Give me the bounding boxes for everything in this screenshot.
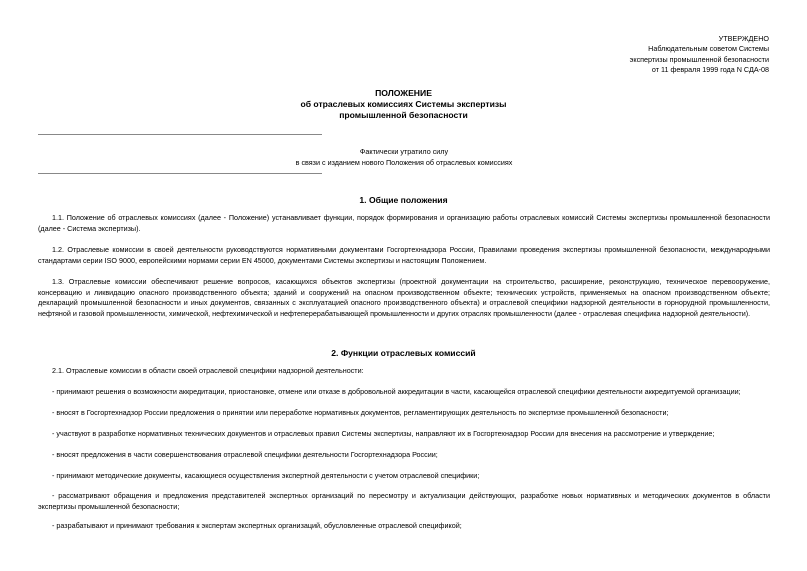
divider-bottom bbox=[38, 173, 322, 174]
approval-line-1: УТВЕРЖДЕНО bbox=[718, 34, 769, 43]
list-item: - принимают методические документы, касающиеся осуществления экспертной деятельности с учетом отраслевой специфики; bbox=[52, 471, 480, 480]
list-item: - вносят в Госгортехнадзор России предложения о принятии или переработке нормативных документов, регламентирующих деятельность по экспертизе промышленной безопасности; bbox=[52, 408, 669, 417]
paragraph-2-1: 2.1. Отраслевые комиссии в области своей отраслевой специфики надзорной деятельности: bbox=[52, 366, 364, 375]
notice-line-1: Фактически утратило силу bbox=[359, 147, 449, 156]
list-item: - вносят предложения в части совершенствования отраслевой специфики деятельности Госгортехнадзора России; bbox=[52, 450, 438, 459]
approval-line-2: Наблюдательным советом Системы bbox=[648, 44, 769, 54]
approval-line-4: от 11 февраля 1999 года N СДА-08 bbox=[651, 64, 769, 74]
divider-top bbox=[38, 134, 322, 135]
list-item: - разрабатывают и принимают требования к экспертам экспертных организаций, обусловленные отраслевой спецификой; bbox=[52, 521, 462, 530]
list-item: - участвуют в разработке нормативных технических документов и отраслевых правил Системы экспертизы, направляют их в Госгортехнадзор России для внесения на рассмотрение и утверждение; bbox=[52, 429, 715, 438]
section-1-heading: 1. Общие положения bbox=[359, 195, 448, 205]
status-notice bbox=[38, 146, 770, 168]
approval-line-3: экспертизы промышленной безопасности bbox=[629, 54, 769, 64]
title-line-2: об отраслевых комиссиях Системы экспертизы bbox=[300, 99, 507, 109]
approval-block bbox=[630, 34, 769, 75]
notice-line-2: в связи с изданием нового Положения об отраслевых комиссиях bbox=[295, 158, 513, 167]
list-item: - рассматривают обращения и предложения представителей экспертных организаций по пересмотру и актуализации действующих, разработке новых нормативных и методических документов в области экспертизы промышленной безопасности; bbox=[38, 491, 770, 511]
section-2-heading: 2. Функции отраслевых комиссий bbox=[331, 348, 476, 358]
title-line-1: ПОЛОЖЕНИЕ bbox=[375, 88, 432, 98]
document-title bbox=[0, 88, 807, 121]
title-line-3: промышленной безопасности bbox=[339, 110, 468, 120]
paragraph-1-2: 1.2. Отраслевые комиссии в своей деятельности руководствуются нормативными документами Госгортехнадзора России, Правилами проведения экспертизы промышленной безопасности, международными стандартами серии ISO 9000, европейскими нормами серии EN 45000, документами Системы экспертизы и настоящим Положением. bbox=[38, 245, 770, 265]
list-item: - принимают решения о возможности аккредитации, приостановке, отмене или отказе в добровольной аккредитации в части, касающейся отраслевой специфики деятельности аккредитуемой организации; bbox=[52, 387, 741, 396]
paragraph-1-3: 1.3. Отраслевые комиссии обеспечивают решение вопросов, касающихся объектов экспертизы (проектной документации на строительство, расширение, реконструкцию, техническое перевооружение, консервацию и ликвидацию опасного производственного объекта; зданий и сооружений на опасном производственном объекте; технических устройств, применяемых на опасном производственном объекте; деклараций промышленной безопасности и иных документов, связанных с эксплуатацией опасного производственного объекта) и отраслевой специфики надзорной деятельности в горнорудной промышленности, нефтяной и газовой промышленности, химической, нефтехимической и нефтеперерабатывающей промышленности и других отраслях промышленности (далее - отраслевая специфика надзорной деятельности). bbox=[38, 277, 770, 318]
paragraph-1-1: 1.1. Положение об отраслевых комиссиях (далее - Положение) устанавливает функции, порядок формирования и организацию работы отраслевых комиссий Системы экспертизы промышленной безопасности (далее - Система экспертизы). bbox=[38, 213, 770, 233]
